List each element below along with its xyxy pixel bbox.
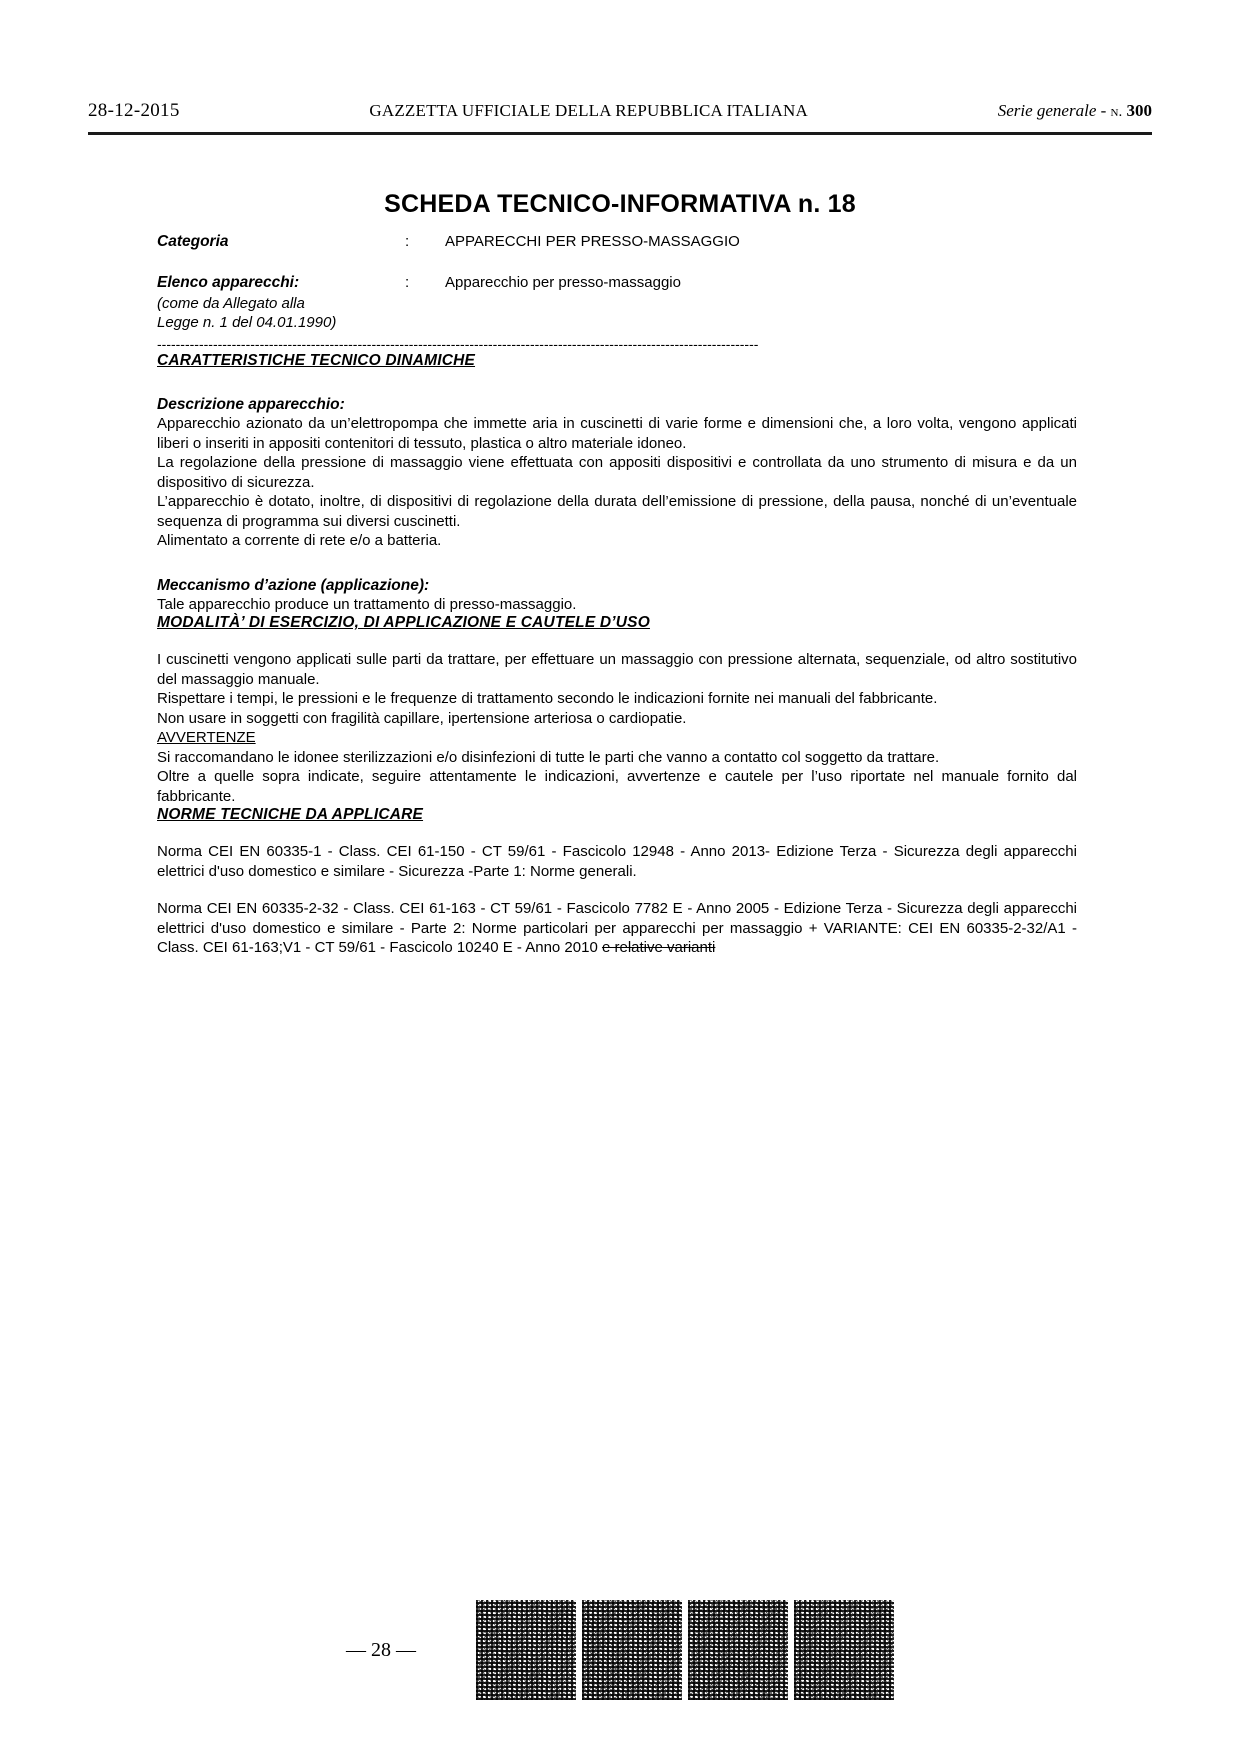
meta-subnote-line1: (come da Allegato alla [157, 295, 305, 312]
meta-value-categoria: APPARECCHI PER PRESSO-MASSAGGIO [445, 233, 740, 250]
footer-page-number: — 28 — [346, 1638, 416, 1661]
header-series-label: Serie generale [997, 101, 1097, 120]
paragraph-descrizione-1: Apparecchio azionato da un’elettropompa che immette aria in cuscinetti di varie forme e dimensioni che, a loro volta, vengono applicati liberi o inseriti in appositi contenitori di tessuto, plastica o altro materiale idoneo. [157, 415, 1077, 452]
paragraph-modalita-3: Non usare in soggetti con fragilità capillare, ipertensione arteriosa o cardiopatie. [157, 709, 687, 727]
page-header [88, 100, 1152, 122]
header-series-separator: - [1100, 101, 1107, 120]
meta-value-elenco: Apparecchio per presso-massaggio [445, 274, 681, 291]
section-heading-modalita: MODALITÀ’ DI ESERCIZIO, DI APPLICAZIONE E CAUTELE D’USO [157, 614, 650, 631]
header-publication-title-text: GAZZETTA UFFICIALE DELLA REPUBBLICA ITALIANA [369, 101, 808, 120]
header-divider-rule [88, 132, 1152, 135]
meta-label-categoria: Categoria [157, 233, 229, 250]
page-footer [0, 1600, 1240, 1700]
paragraph-avvertenze-1: Si raccomandano le idonee sterilizzazioni e/o disinfezioni di tutte le parti che vanno a contatto col soggetto da trattare. [157, 748, 940, 766]
paragraph-descrizione-4: Alimentato a corrente di rete e/o a batteria. [157, 532, 442, 549]
barcode-image [794, 1600, 894, 1700]
section-heading-norme: NORME TECNICHE DA APPLICARE [157, 806, 424, 823]
header-series-n: n. [1110, 104, 1123, 120]
meta-row-elenco [157, 273, 1077, 292]
meta-colon-elenco: : [405, 274, 410, 291]
barcode-group [476, 1600, 894, 1700]
dashed-divider: --------------------------------------------------------------------------------------------------------------------------------- [157, 336, 759, 352]
paragraph-descrizione-3: L’apparecchio è dotato, inoltre, di dispositivi di regolazione della durata dell’emissione di pressione, della pausa, nonché di un’eventuale sequenza di programma sui diversi cuscinetti. [157, 493, 1077, 530]
barcode-image [476, 1600, 576, 1700]
label-avvertenze: AVVERTENZE [157, 729, 256, 746]
barcode-image [688, 1600, 788, 1700]
header-date: 28-12-2015 [88, 100, 180, 121]
section-heading-caratteristiche: CARATTERISTICHE TECNICO DINAMICHE [157, 352, 476, 369]
subheading-descrizione-apparecchio: Descrizione apparecchio: [157, 396, 345, 413]
paragraph-norma-2 [157, 899, 1077, 958]
paragraph-norma-2-text: Norma CEI EN 60335-2-32 - Class. CEI 61-163 - CT 59/61 - Fascicolo 7782 E - Anno 2005 - Edizione Terza - Sicurezza degli apparecchi elettrici d'uso domestico e similare - Parte 2: Norme particolari per apparecchi per massaggio + VARIANTE: CEI EN 60335-2-32/A1 - Class. CEI 61-163;V1 - CT 59/61 - Fascicolo 10240 E - Anno 2010 [157, 900, 1077, 956]
paragraph-modalita-1: I cuscinetti vengono applicati sulle parti da trattare, per effettuare un massaggio con pressione alternata, sequenziale, od altro sostitutivo del massaggio manuale. [157, 651, 1077, 688]
header-publication-title [369, 101, 808, 121]
meta-colon-categoria: : [405, 233, 410, 250]
paragraph-descrizione-2: La regolazione della pressione di massaggio viene effettuata con appositi dispositivi e controllata da uno strumento di misura e da un dispositivo di sicurezza. [157, 454, 1077, 491]
meta-block-elenco [157, 273, 1077, 332]
page-title: SCHEDA TECNICO-INFORMATIVA n. 18 [384, 190, 856, 218]
paragraph-norma-1: Norma CEI EN 60335-1 - Class. CEI 61-150 - CT 59/61 - Fascicolo 12948 - Anno 2013- Edizione Terza - Sicurezza degli apparecchi elettrici d'uso domestico e similare - Sicurezza -Parte 1: Norme generali. [157, 843, 1077, 880]
header-series-number: 300 [1126, 101, 1152, 120]
paragraph-avvertenze-2: Oltre a quelle sopra indicate, seguire attentamente le indicazioni, avvertenze e cautele per l’uso riportate nel manuale fornito dal fabbricante. [157, 768, 1077, 805]
paragraph-norma-2-struck-text: e relative varianti [601, 939, 716, 956]
meta-label-elenco: Elenco apparecchi: [157, 274, 300, 291]
paragraph-modalita-2: Rispettare i tempi, le pressioni e le frequenze di trattamento secondo le indicazioni fornite nei manuali del fabbricante. [157, 690, 938, 707]
meta-subnote-line2: Legge n. 1 del 04.01.1990) [157, 314, 337, 331]
paragraph-meccanismo-1: Tale apparecchio produce un trattamento di presso-massaggio. [157, 595, 577, 613]
barcode-image [582, 1600, 682, 1700]
meta-row-categoria [157, 232, 1077, 251]
header-series [998, 101, 1152, 121]
document-content [157, 232, 1077, 958]
subheading-meccanismo-azione: Meccanismo d’azione (applicazione): [157, 576, 430, 594]
